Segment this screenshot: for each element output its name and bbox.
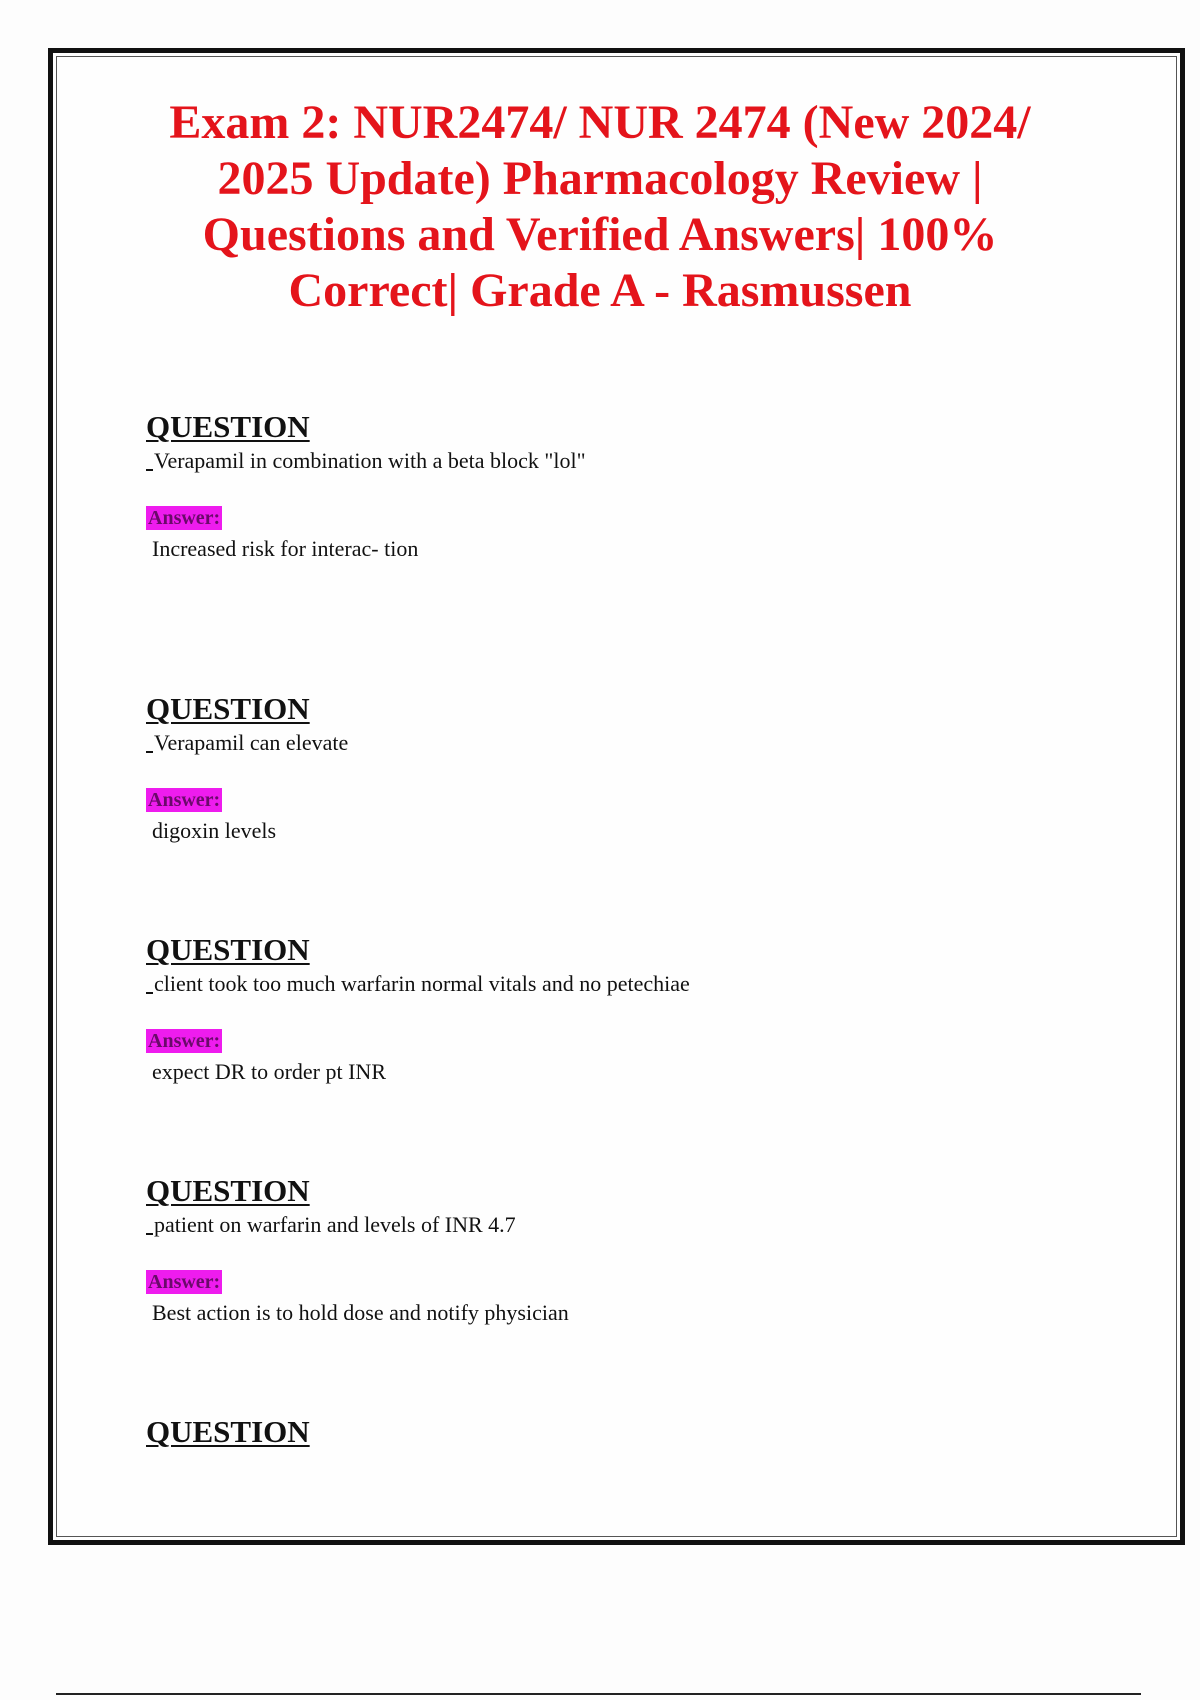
qa-item: [146, 933, 1046, 1085]
question-text-content: Verapamil can elevate: [154, 730, 349, 755]
answer-label: Answer:: [148, 789, 221, 811]
answer-label: Answer:: [148, 1030, 221, 1052]
question-text: [146, 730, 1046, 756]
question-text: [146, 448, 1046, 474]
question-heading: QUESTION: [146, 1173, 310, 1208]
question-text: [146, 1212, 1046, 1238]
answer-text: Increased risk for interac- tion: [152, 536, 419, 561]
answer-text: expect DR to order pt INR: [152, 1059, 386, 1084]
question-heading: QUESTION: [146, 932, 310, 967]
question-heading: QUESTION: [146, 409, 310, 444]
qa-item: [146, 410, 1046, 562]
question-marker: [146, 751, 153, 753]
question-heading: QUESTION: [146, 1414, 310, 1449]
question-marker: [146, 992, 153, 994]
question-text: [146, 971, 1046, 997]
document-title: Exam 2: NUR2474/ NUR 2474 (New 2024/ 2025 Update) Pharmacology Review | Questions and Verified Answers| 100% Correct| Grade A - Rasmussen: [169, 96, 1031, 317]
answer-label: Answer:: [148, 507, 221, 529]
question-marker: [146, 469, 153, 471]
qa-item-trailing: [146, 1415, 1046, 1449]
question-text-content: Verapamil in combination with a beta block "lol": [154, 448, 586, 473]
question-marker: [146, 1233, 153, 1235]
answer-label: Answer:: [148, 1271, 221, 1293]
qa-item: [146, 1174, 1046, 1326]
question-text-content: patient on warfarin and levels of INR 4.7: [154, 1212, 516, 1237]
bottom-rule: [56, 1693, 1141, 1695]
answer-text: digoxin levels: [152, 818, 277, 843]
question-text-content: client took too much warfarin normal vitals and no petechiae: [154, 971, 690, 996]
qa-item: [146, 692, 1046, 844]
answer-text: Best action is to hold dose and notify physician: [152, 1300, 569, 1325]
question-heading: QUESTION: [146, 691, 310, 726]
